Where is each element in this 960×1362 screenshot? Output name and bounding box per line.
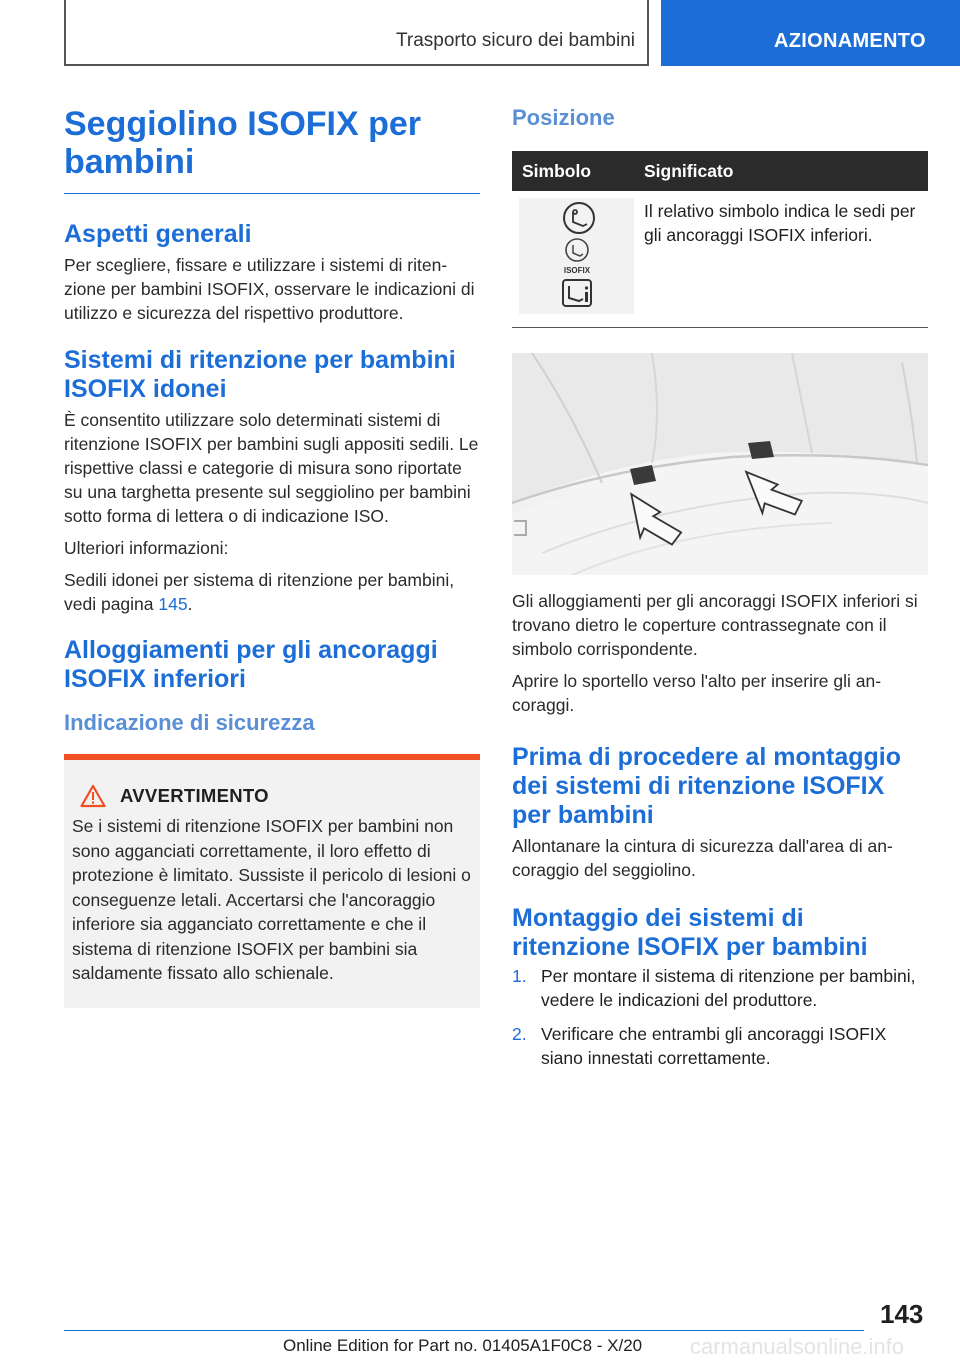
open-flap-text: Aprire lo sportello verso l'alto per inserire gli ancoraggi. <box>512 670 882 715</box>
left-column <box>64 100 480 1008</box>
page-number: 143 <box>880 1299 924 1329</box>
section-title: Trasporto sicuro dei bambini <box>395 30 635 51</box>
rear-seat-photo <box>512 353 928 575</box>
before-mounting-text: Allontanare la cintura di sicurezza dall'area di ancoraggio del seggiolino. <box>512 835 893 880</box>
general-text: Per scegliere, fissare e utilizzare i sistemi di ritenzione per bambini ISOFIX, osservare le indicazioni di utilizzo e sicurezza del rispettivo produttore. <box>64 255 475 323</box>
heading-anchor-housings: Alloggiamenti per gli ancoraggi ISOFIX inferiori <box>64 636 438 693</box>
isofix-symbol-image <box>519 198 634 314</box>
mounting-steps <box>512 964 928 1070</box>
warning-title: AVVERTIMENTO <box>120 785 269 806</box>
list-item: 1. Per montare il sistema di ritenzione per bambini, vedere le indicazioni del produttore. <box>512 965 916 1010</box>
chapter-title: AZIONAMENTO <box>774 30 926 52</box>
header-section-box <box>64 0 649 66</box>
header-chapter-tab[interactable] <box>661 0 960 66</box>
footer-divider <box>64 1330 864 1331</box>
warning-text: Se i sistemi di ritenzione ISOFIX per bambini non sono agganciati correttamente, il loro effetto di protezione è limitato. Sussiste il pericolo di lesioni o conseguenze letali. Accertarsi che l'ancoraggio inferiore sia agganciato correttamente e che il sistema di ritenzione ISOFIX per bambini sia saldamente fissato allo schienale. <box>72 816 471 983</box>
page-link-145[interactable]: 145 <box>158 594 188 614</box>
heading-general: Aspetti generali <box>64 220 252 248</box>
more-info-text: Ulteriori informazioni: <box>64 538 229 558</box>
heading-before-mounting: Prima di procedere al montaggio dei sistemi di ritenzione ISOFIX per bambini <box>512 742 901 829</box>
heading-mounting: Montaggio dei sistemi di ritenzione ISOFIX per bambini <box>512 903 868 961</box>
isofix-seat-icon <box>519 198 634 314</box>
footer-edition: Online Edition for Part no. 01405A1F0C8 - X/20 <box>283 1336 643 1355</box>
heading-suitable-systems: Sistemi di ritenzione per bambini ISOFIX idonei <box>64 346 456 403</box>
warning-triangle-icon <box>80 784 106 808</box>
right-column <box>512 100 928 1080</box>
rear-seat-illustration <box>512 353 928 575</box>
seats-reference: Sedili idonei per sistema di ritenzione per bambini, vedi pagina 145. <box>64 570 455 614</box>
watermark: carmanualsonline.info <box>690 1334 905 1359</box>
column-header-meaning: Significato <box>634 151 928 191</box>
isofix-label: ISOFIX <box>563 266 591 275</box>
list-item: 2. Verificare che entrambi gli ancoraggi ISOFIX siano innestati correttamente. <box>512 1023 887 1068</box>
photo-caption: Gli alloggiamenti per gli ancoraggi ISOFIX inferiori si trovano dietro le coperture contrassegnate con il simbolo corrispondente. <box>512 590 918 659</box>
page-title: Seggiolino ISOFIX per bambini <box>64 100 480 194</box>
symbol-table <box>512 151 928 328</box>
heading-position: Posizione <box>512 105 615 130</box>
warning-box <box>64 754 480 1008</box>
heading-safety-note: Indicazione di sicurezza <box>64 710 315 735</box>
suitable-text: È consentito utilizzare solo determinati sistemi di ritenzione ISOFIX per bambini sugli appositi sedili. Le rispettive classi e categorie di misura sono riportate su una targhetta presente sul seggiolino per bambini sotto forma di lettera o di indicazione ISO. <box>64 410 479 526</box>
table-row <box>512 191 928 327</box>
meaning-text: Il relativo simbolo indica le sedi per gli ancoraggi ISOFIX inferiori. <box>644 201 916 245</box>
column-header-symbol: Simbolo <box>512 151 634 191</box>
